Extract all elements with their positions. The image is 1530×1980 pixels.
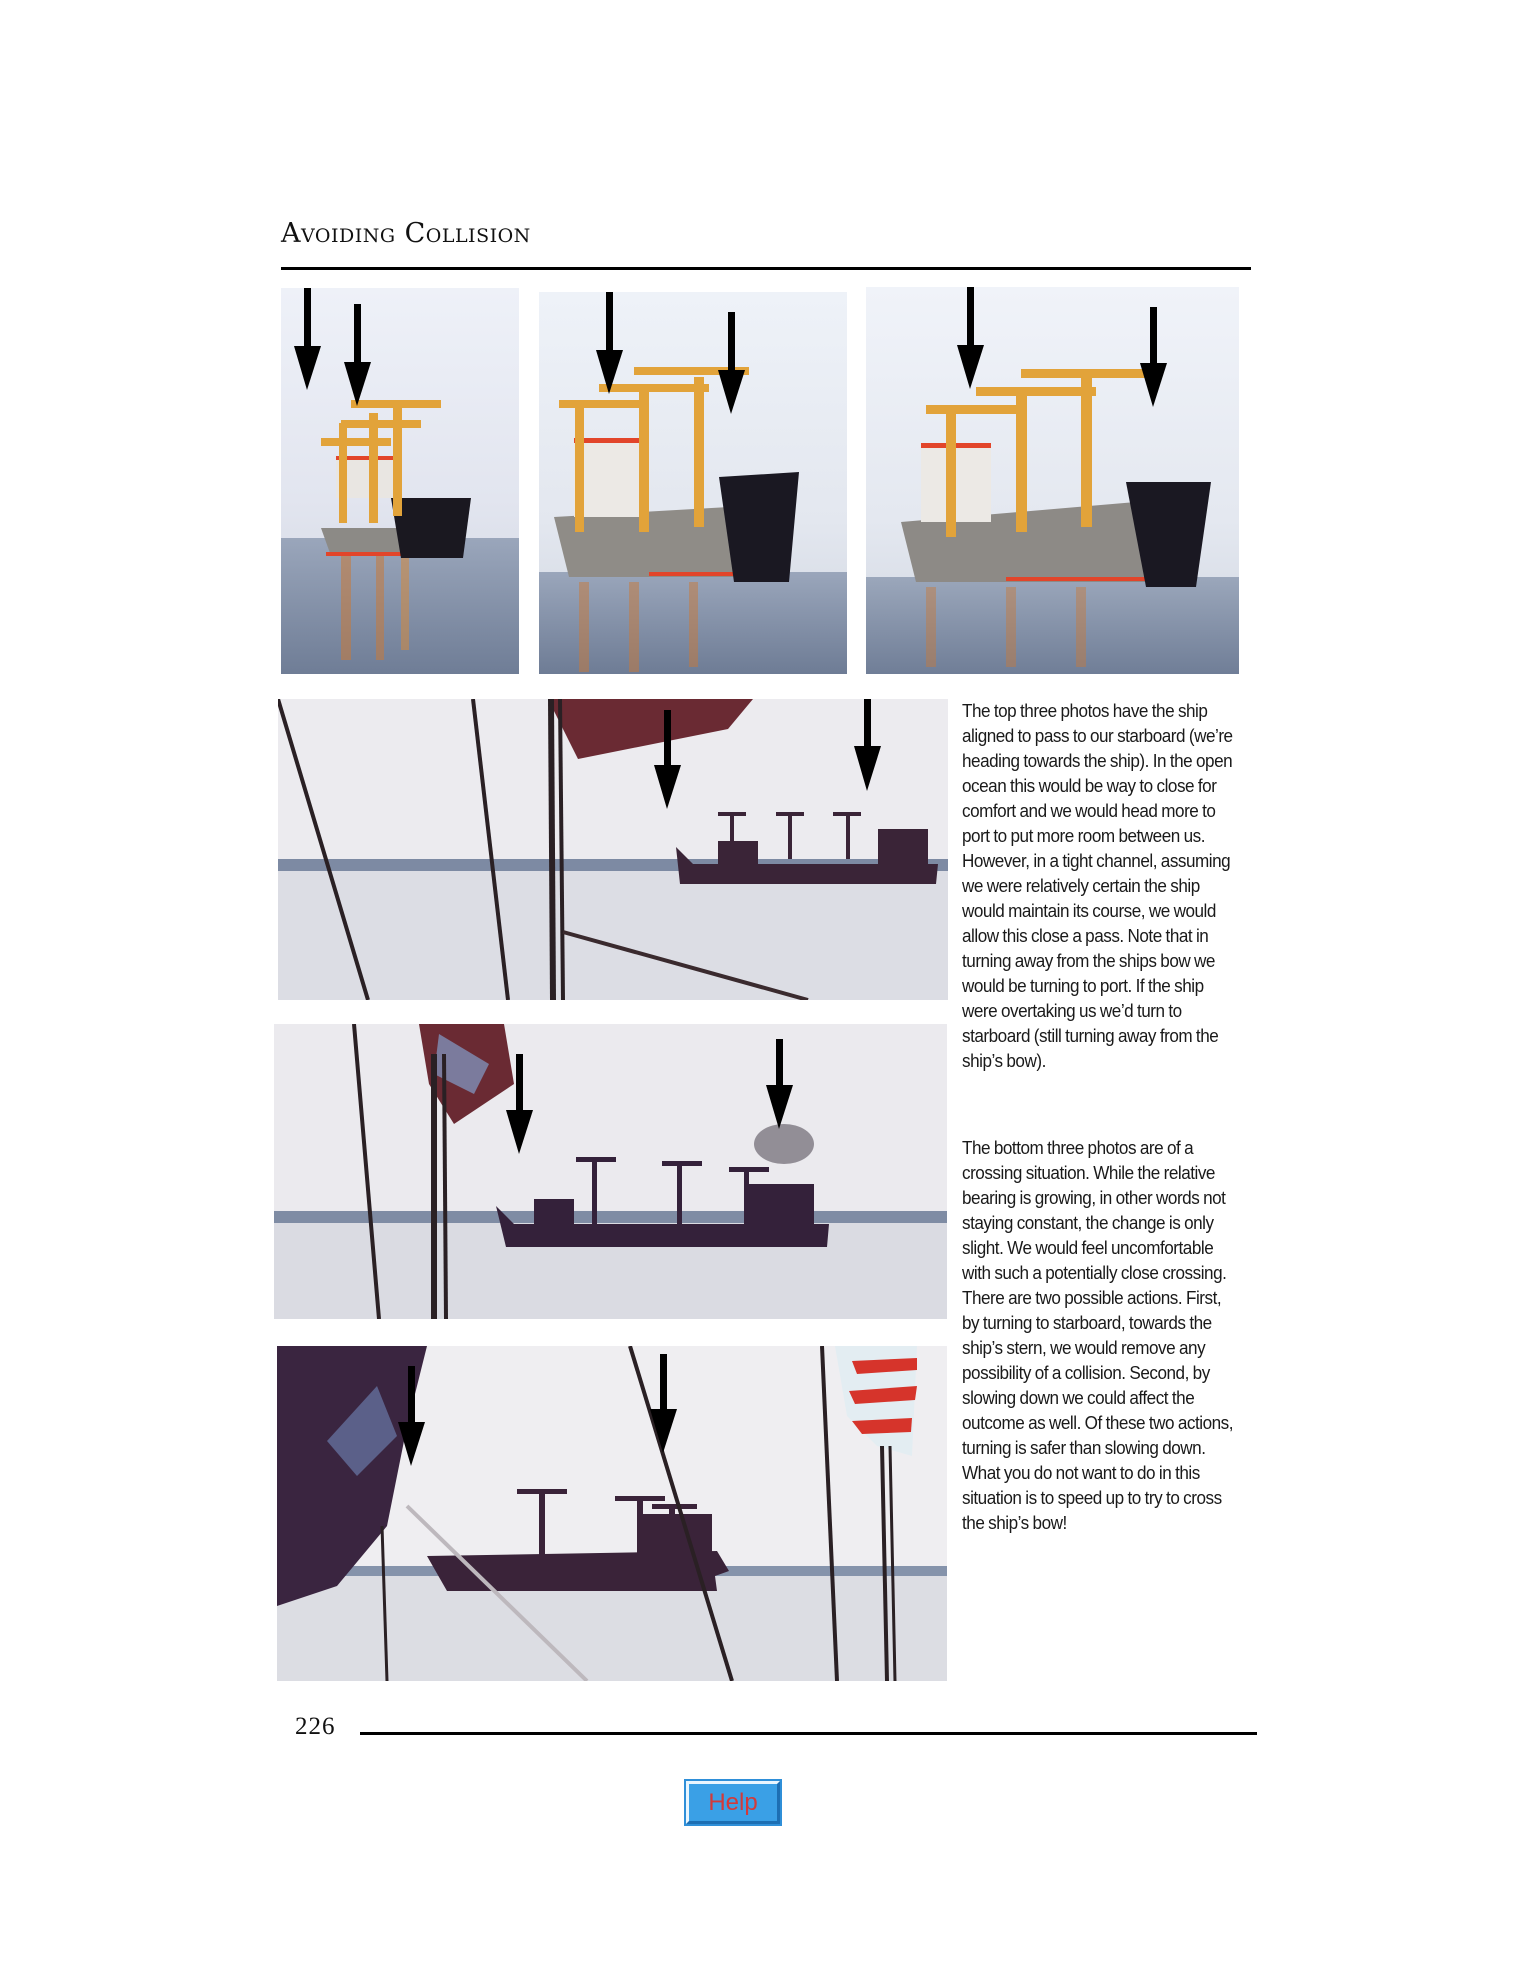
body-paragraph-1: The top three photos have the ship aligned to pass to our starboard (we’re heading towards the ship). In the open ocean this would be way to close for comfort and we would head more to port to put more room between us. However, in a tight channel, assuming we were relatively certain the ship would maintain its course, we would allow this close a pass. Note that in turning away from the ships bow we would be turning to port. If the ship were overtaking us we’d turn to starboard (still turning away from the ship’s bow). bbox=[962, 701, 1233, 1071]
body-paragraph-2: The bottom three photos are of a crossing situation. While the relative bearing is growing, in other words not staying constant, the change is only slight. We would feel uncomfortable with such a potentially close crossing. There are two possible actions. First, by turning to starboard, towards the ship’s stern, we would remove any possibility of a collision. Second, by slowing down we could affect the outcome as well. Of these two actions, turning is safer than slowing down. What you do not want to do in this situation is to speed up to try to cross the ship’s bow! bbox=[962, 1138, 1234, 1533]
header-rule bbox=[281, 267, 1251, 270]
footer-rule bbox=[360, 1732, 1257, 1735]
photo-6 bbox=[277, 1346, 947, 1681]
help-button[interactable]: Help bbox=[686, 1781, 780, 1824]
photo-2 bbox=[539, 292, 847, 674]
page-number: 226 bbox=[295, 1713, 336, 1740]
photo-1 bbox=[281, 288, 519, 674]
photo-3 bbox=[866, 287, 1239, 674]
page-title: Avoiding Collision bbox=[281, 218, 531, 249]
photo-5 bbox=[274, 1024, 947, 1319]
photo-4 bbox=[278, 699, 948, 1000]
